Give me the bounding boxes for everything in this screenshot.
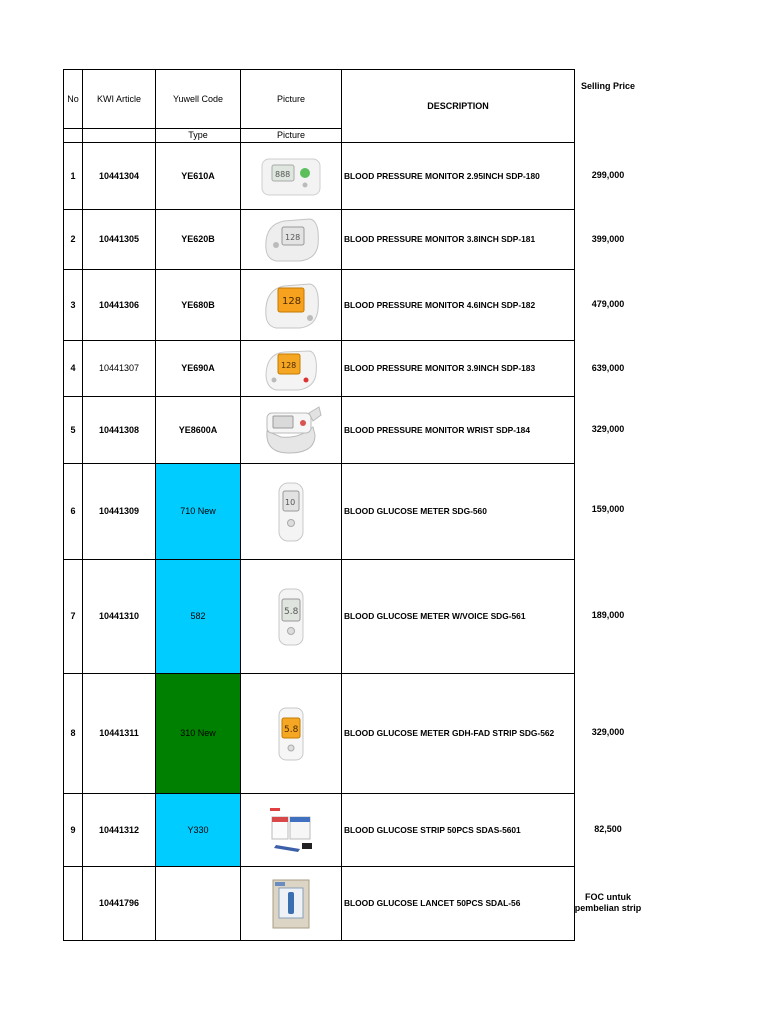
row-description: BLOOD PRESSURE MONITOR 2.95INCH SDP-180 (342, 143, 575, 210)
row-picture (241, 143, 342, 210)
table-row (64, 210, 575, 270)
table-row (64, 341, 575, 397)
glucose-meter-orange-icon (276, 706, 306, 762)
row-article: 10441304 (83, 143, 156, 210)
table-row (64, 464, 575, 560)
row-article: 10441305 (83, 210, 156, 270)
row-price: 189,000 (591, 610, 625, 620)
glucose-meter-icon (276, 587, 306, 647)
subheader-no-empty (64, 129, 83, 143)
svg-text:128: 128 (282, 296, 302, 307)
row-no: 3 (64, 270, 83, 341)
row-price: 159,000 (591, 504, 625, 514)
bp-monitor-white-icon (260, 153, 322, 199)
row-price: 82,500 (594, 824, 622, 834)
row-picture (241, 270, 342, 341)
row-picture (241, 397, 342, 464)
table-row (64, 270, 575, 341)
row-code: 710 New (156, 464, 241, 560)
row-picture (241, 341, 342, 397)
row-article: 10441312 (83, 794, 156, 867)
row-article: 10441306 (83, 270, 156, 341)
row-description: BLOOD GLUCOSE METER GDH-FAD STRIP SDG-562 (342, 674, 575, 794)
row-description: BLOOD PRESSURE MONITOR 3.8INCH SDP-181 (342, 210, 575, 270)
row-code: YE680B (156, 270, 241, 341)
row-picture (241, 210, 342, 270)
row-price: 479,000 (591, 299, 625, 309)
row-description: BLOOD GLUCOSE LANCET 50PCS SDAL-56 (342, 867, 575, 941)
row-description: BLOOD GLUCOSE METER SDG-560 (342, 464, 575, 560)
svg-text:5.8: 5.8 (284, 606, 299, 617)
bp-monitor-orange-icon (262, 346, 320, 392)
bp-monitor-grey-icon (260, 215, 322, 265)
row-picture (241, 674, 342, 794)
row-description: BLOOD GLUCOSE METER W/VOICE SDG-561 (342, 560, 575, 674)
row-no: 1 (64, 143, 83, 210)
row-price: FOC untuk pembelian strip (574, 892, 642, 913)
row-code: YE620B (156, 210, 241, 270)
selling-price-header: Selling Price (580, 81, 636, 91)
svg-text:888: 888 (275, 170, 291, 179)
wrist-bp-monitor-icon (259, 403, 323, 457)
row-description: BLOOD GLUCOSE STRIP 50PCS SDAS-5601 (342, 794, 575, 867)
row-no (64, 867, 83, 941)
row-code: Y330 (156, 794, 241, 867)
row-price: 329,000 (591, 424, 625, 434)
row-price: 399,000 (591, 234, 625, 244)
row-price: 329,000 (591, 727, 625, 737)
row-picture (241, 867, 342, 941)
row-description: BLOOD PRESSURE MONITOR 4.6INCH SDP-182 (342, 270, 575, 341)
row-code: YE610A (156, 143, 241, 210)
header-yuwell-code: Yuwell Code (156, 70, 241, 129)
table-row (64, 674, 575, 794)
svg-text:5.8: 5.8 (284, 724, 299, 735)
table-row (64, 794, 575, 867)
row-article: 10441310 (83, 560, 156, 674)
header-description: DESCRIPTION (342, 70, 575, 143)
row-code (156, 867, 241, 941)
row-picture (241, 464, 342, 560)
row-no: 7 (64, 560, 83, 674)
row-no: 6 (64, 464, 83, 560)
table-row (64, 397, 575, 464)
svg-text:10: 10 (285, 497, 296, 507)
product-price-table (63, 69, 575, 941)
row-no: 2 (64, 210, 83, 270)
lancet-box-icon (271, 878, 311, 930)
header-picture: Picture (241, 70, 342, 129)
svg-text:128: 128 (281, 360, 297, 370)
table-row (64, 867, 575, 941)
row-no: 9 (64, 794, 83, 867)
bp-monitor-orange-icon (260, 278, 322, 332)
table-row (64, 143, 575, 210)
row-article: 10441796 (83, 867, 156, 941)
subheader-type: Type (156, 129, 241, 143)
header-row (64, 70, 575, 129)
glucose-meter-icon (276, 481, 306, 543)
svg-text:128: 128 (285, 232, 301, 242)
row-description: BLOOD PRESSURE MONITOR 3.9INCH SDP-183 (342, 341, 575, 397)
row-code: YE8600A (156, 397, 241, 464)
header-kwi-article: KWI Article (83, 70, 156, 129)
row-article: 10441307 (83, 341, 156, 397)
row-description: BLOOD PRESSURE MONITOR WRIST SDP-184 (342, 397, 575, 464)
row-picture (241, 560, 342, 674)
row-no: 5 (64, 397, 83, 464)
subheader-article-empty (83, 129, 156, 143)
row-no: 8 (64, 674, 83, 794)
row-article: 10441311 (83, 674, 156, 794)
row-no: 4 (64, 341, 83, 397)
subheader-picture: Picture (241, 129, 342, 143)
row-code: YE690A (156, 341, 241, 397)
row-price: 299,000 (591, 170, 625, 180)
table-row (64, 560, 575, 674)
header-no: No (64, 70, 83, 129)
row-picture (241, 794, 342, 867)
row-code: 310 New (156, 674, 241, 794)
row-article: 10441308 (83, 397, 156, 464)
row-article: 10441309 (83, 464, 156, 560)
row-price: 639,000 (591, 363, 625, 373)
row-code: 582 (156, 560, 241, 674)
glucose-strip-box-icon (266, 805, 316, 855)
